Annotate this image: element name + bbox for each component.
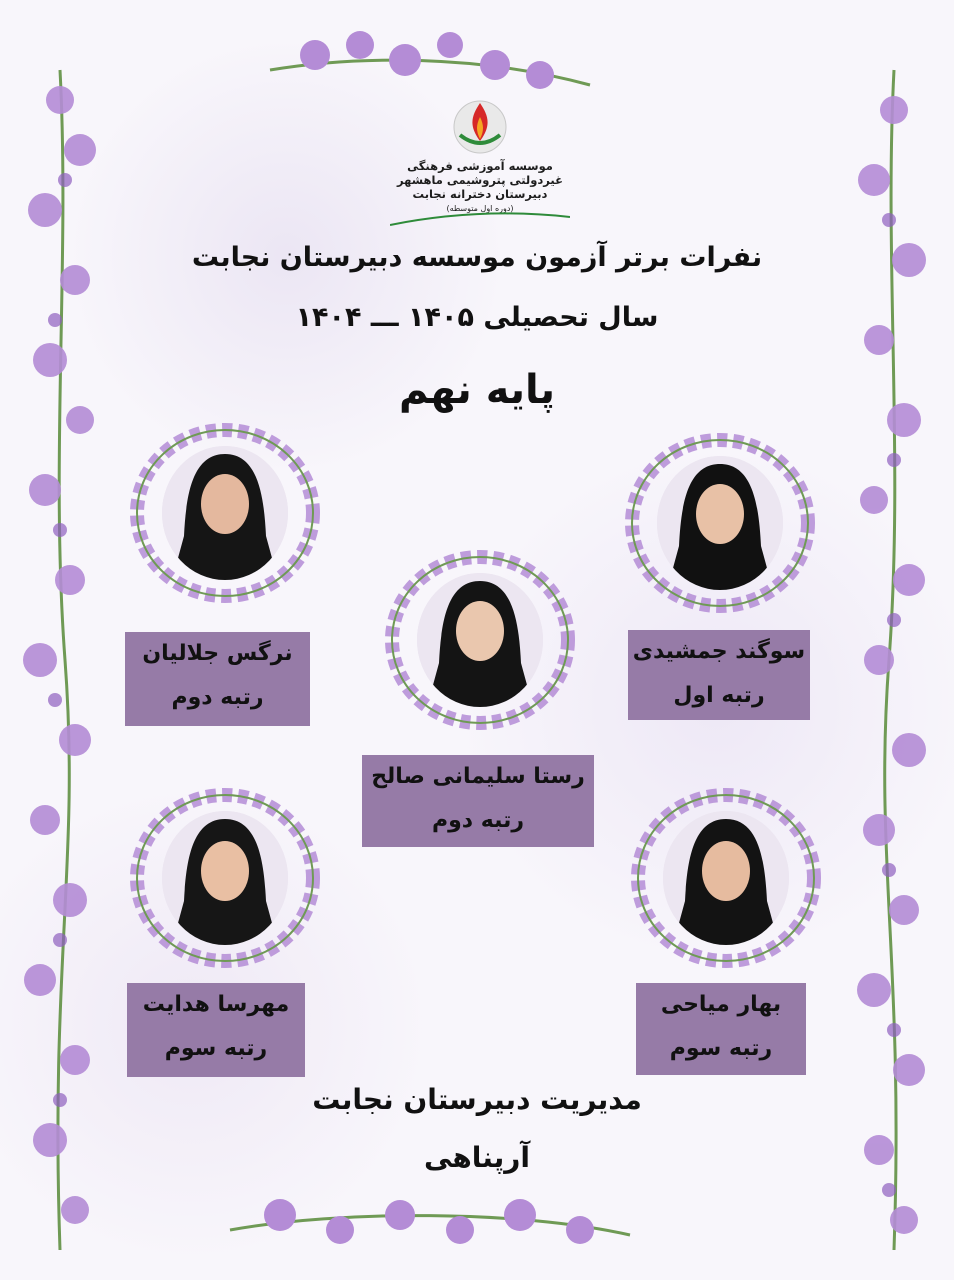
student-3-photo [417,573,543,707]
student-1-name: سوگند جمشیدی [632,639,806,664]
student-4-name: مهرسا هدایت [142,992,290,1017]
logo-line-1: موسسه آموزشی فرهنگی [407,159,553,173]
student-3-name: رستا سلیمانی صالح [371,764,585,789]
student-2-name: نرگس جلالیان [142,641,293,666]
student-5-photo [663,811,789,945]
logo-line-3: دبیرستان دخترانه نجابت [412,187,548,201]
logo-line-4: (دوره اول متوسطه) [446,204,514,213]
student-2-photo [162,446,288,580]
bottom-floral-garland [220,1180,640,1270]
student-3-rank: رتبه دوم [432,808,524,833]
student-5-card [636,983,806,1075]
student-2-rank: رتبه دوم [171,685,264,710]
student-5-rank: رتبه سوم [669,1036,773,1061]
student-4-card [127,983,305,1077]
flame-logo-icon [452,95,508,155]
footer-principal-name: آرپناهی [424,1141,530,1174]
student-4-photo [162,811,288,945]
school-logo [380,95,580,235]
footer-management: مدیریت دبیرستان نجابت [312,1083,642,1116]
academic-year: سال تحصیلی ۱۴۰۵ ـــ ۱۴۰۴ [295,302,659,333]
student-2-card [125,632,310,726]
student-5-name: بهار میاحی [660,992,782,1017]
student-1-card [628,630,810,720]
top-floral-garland [260,15,600,105]
student-1-photo [657,456,783,590]
student-4-rank: رتبه سوم [164,1036,268,1061]
logo-line-2: غیردولتی پتروشیمی ماهشهر [397,173,563,187]
grade-heading: پایه نهم [398,367,556,413]
student-3-card [362,755,594,847]
student-1-rank: رتبه اول [673,683,765,708]
page-title: نفرات برتر آزمون موسسه دبیرستان نجابت [191,242,763,273]
logo-swoosh [390,207,570,227]
